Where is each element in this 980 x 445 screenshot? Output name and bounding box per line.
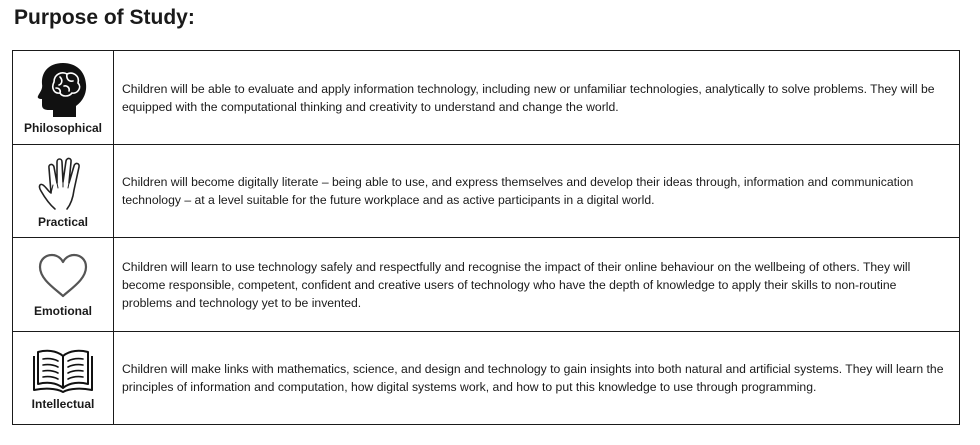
icon-cell	[13, 332, 114, 425]
row-label-philosophical: Philosophical	[23, 121, 102, 135]
head-brain-icon	[36, 60, 90, 118]
icon-cell	[13, 145, 114, 238]
open-book-icon	[32, 346, 94, 394]
icon-cell	[13, 238, 114, 332]
row-label-emotional: Emotional	[33, 304, 92, 318]
row-text-intellectual: Children will make links with mathematics, science, and design and technology to gain insights into both natural and artificial systems. They will learn the principles of information and computation, how digital systems work, and how to put this knowledge to use through programming.	[114, 332, 960, 425]
row-label-practical: Practical	[37, 214, 89, 229]
row-text-practical: Children will become digitally literate – being able to use, and express themselves and develop their ideas through, information and communication technology – at a level suitable for the future workplace and as active participants in a digital world.	[114, 145, 960, 238]
table-row	[13, 332, 960, 425]
table-row	[13, 51, 960, 145]
row-text-emotional: Children will learn to use technology safely and respectfully and recognise the impact of their online behaviour on the wellbeing of others. They will become responsible, competent, confident and creative users of technology who have the depth of knowledge to apply their skills to non-routine problems and technology yet to be invented.	[114, 238, 960, 332]
heart-icon	[36, 251, 90, 301]
purpose-table	[12, 50, 960, 425]
icon-cell	[13, 51, 114, 145]
row-text-philosophical: Children will be able to evaluate and apply information technology, including new or unfamiliar technologies, analytically to solve problems. They will be equipped with the computational thinking and creativity to understand and change the world.	[114, 51, 960, 145]
hand-icon	[35, 154, 91, 212]
table-row	[13, 145, 960, 238]
row-label-intellectual: Intellectual	[31, 396, 95, 411]
table-row	[13, 238, 960, 332]
page-title: Purpose of Study:	[14, 6, 195, 29]
